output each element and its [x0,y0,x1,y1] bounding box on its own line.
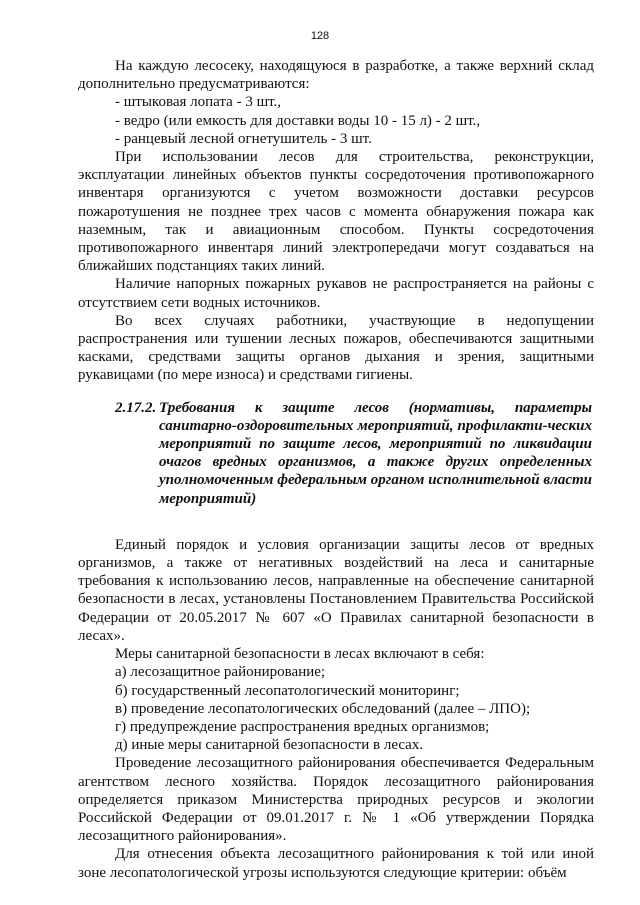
paragraph: Во всех случаях работники, участвующие в недопущении распространения или тушении лесных пожаров, обеспечиваются защитными касками, средствами защиты органов дыхания и зрения, защитными рукавицами (по мере износа) и средствами гигиены. [78,312,594,384]
paragraph: На каждую лесосеку, находящуюся в разработке, а также верхний склад дополнительно предусматриваются: [78,58,594,93]
list-item: в) проведение лесопатологических обследований (далее – ЛПО); [115,700,531,717]
paragraph: При использовании лесов для строительства, реконструкции, эксплуатации линейных объектов пункты сосредоточения противопожарного инвентаря организуются с учетом возможности доставки ресурсов пожаротушения не позднее трех часов с момента обнаружения пожара как наземным, так и авиационным способом. Пункты сосредоточения противопожарного инвентаря линий электропередачи могут создаваться на ближайших подстанциях таких линий. [78,149,594,275]
paragraph: Для отнесения объекта лесозащитного районирования к той или иной зоне лесопатологической угрозы используются следующие критерии: объём [78,846,594,881]
paragraph: Проведение лесозащитного районирования обеспечивается Федеральным агентством лесного хозяйства. Порядок лесозащитного районирования определяется приказом Министерства природных ресурсов и экологии Российской Федерации от 09.01.2017 г. № 1 «Об утверждении Порядка лесозащитного районирования». [78,755,594,845]
paragraph: Единый порядок и условия организации защиты лесов от вредных организмов, а также от негативных воздействий на леса и санитарные требования к использованию лесов, направленные на обеспечение санитарной безопасности в лесах, установлены Постановлением Правительства Российской Федерации от 20.05.2017 № 607 «О Правилах санитарной безопасности в лесах». [78,536,594,644]
section-title: Требования к защите лесов (нормативы, параметры санитарно-оздоровительных мероприятий, профилакти-ческих мероприятий по защите лесов, мероприятий по ликвидации очагов вредных организмов, а также других определенных уполномоченным федеральным органом исполнительной власти мероприятий) [159,399,592,507]
list-item: б) государственный лесопатологический мониторинг; [115,682,460,699]
document-body [78,57,594,882]
spacer [78,508,594,536]
paragraph: Меры санитарной безопасности в лесах включают в себя: [115,646,485,663]
list-item: - штыковая лопата - 3 шт., [115,94,282,111]
list-item: д) иные меры санитарной безопасности в лесах. [115,737,424,754]
list-item: - ранцевый лесной огнетушитель - 3 шт. [115,130,372,147]
section-number: 2.17.2. [115,399,157,416]
section-heading [78,399,594,508]
list-item: г) предупреждение распространения вредных организмов; [115,718,490,735]
list-item: а) лесозащитное районирование; [115,664,326,681]
list-item: - ведро (или емкость для доставки воды 10 - 15 л) - 2 шт., [115,112,481,129]
paragraph: Наличие напорных пожарных рукавов не распространяется на районы с отсутствием сети водных источников. [78,276,594,311]
page-number: 128 [310,30,330,42]
